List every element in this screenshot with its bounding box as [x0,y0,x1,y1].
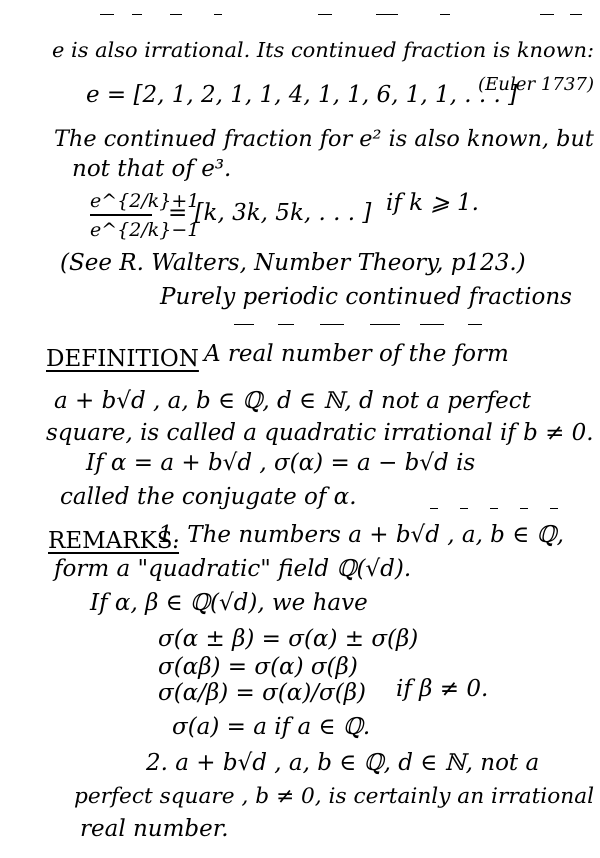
line-e-squared: The continued fraction for e² is also known, but [54,126,594,152]
top-dash [132,14,142,15]
equation-sum: σ(α ± β) = σ(α) ± σ(β) [158,626,419,652]
fraction-numerator: e^{2/k}+1 [90,190,200,212]
remarks-line-5: perfect square , b ≠ 0, is certainly an irrational [74,784,595,809]
definition-label: DEFINITION [46,346,199,372]
heading-dash [370,324,400,325]
separator-dash [550,508,558,509]
remarks-line-3: If α, β ∈ ℚ(√d), we have [90,590,368,616]
top-dash [440,14,450,15]
fraction-bar [90,214,152,216]
separator-dash [460,508,468,509]
equation-quotient: σ(α/β) = σ(α)/σ(β) [158,680,366,706]
line-reference: (See R. Walters, Number Theory, p123.) [60,250,526,276]
fraction-rhs: = [k, 3k, 5k, . . . ] [168,200,372,226]
equation-rational: σ(a) = a if a ∈ ℚ. [172,714,371,740]
line-e-irrational: e is also irrational. Its continued fraction is known: [52,38,594,62]
heading-dash [420,324,444,325]
definition-line-4: If α = a + b√d , σ(α) = a − b√d is [86,450,476,476]
heading-dash [468,324,482,325]
top-dash [170,14,182,15]
remarks-line-6: real number. [80,816,229,842]
remarks-line-2: form a "quadratic" field ℚ(√d). [54,556,412,582]
remarks-label: REMARKS. [48,528,180,554]
section-heading: Purely periodic continued fractions [160,284,572,310]
top-dash [100,14,114,15]
top-dash [318,14,332,15]
definition-line-3: square, is called a quadratic irrational if b ≠ 0. [46,420,594,446]
definition-line-5: called the conjugate of α. [60,484,357,510]
heading-dash [234,324,254,325]
remarks-line-4: 2. a + b√d , a, b ∈ ℚ, d ∈ ℕ, not a [146,750,540,776]
separator-dash [490,508,498,509]
heading-dash [278,324,294,325]
equation-product: σ(αβ) = σ(α) σ(β) [158,654,358,680]
citation-euler: (Euler 1737) [478,74,595,95]
fraction [90,190,200,241]
definition-line-2: a + b√d , a, b ∈ ℚ, d ∈ ℕ, d not a perfect [54,388,531,414]
fraction-denominator: e^{2/k}−1 [90,218,200,241]
definition-line-1: A real number of the form [204,341,509,367]
fraction-condition: if k ⩾ 1. [386,190,479,216]
top-dash [214,14,222,15]
top-dash [376,14,398,15]
separator-dash [520,508,528,509]
top-dash [570,14,582,15]
top-dash [540,14,554,15]
equation-quotient-condition: if β ≠ 0. [396,676,489,702]
remarks-line-1: 1. The numbers a + b√d , a, b ∈ ℚ, [158,522,564,548]
heading-dash [320,324,344,325]
line-e-cubed: not that of e³. [72,156,232,182]
separator-dash [430,508,438,509]
line-e-continued-fraction: e = [2, 1, 2, 1, 1, 4, 1, 1, 6, 1, 1, . . . ] [86,82,518,108]
